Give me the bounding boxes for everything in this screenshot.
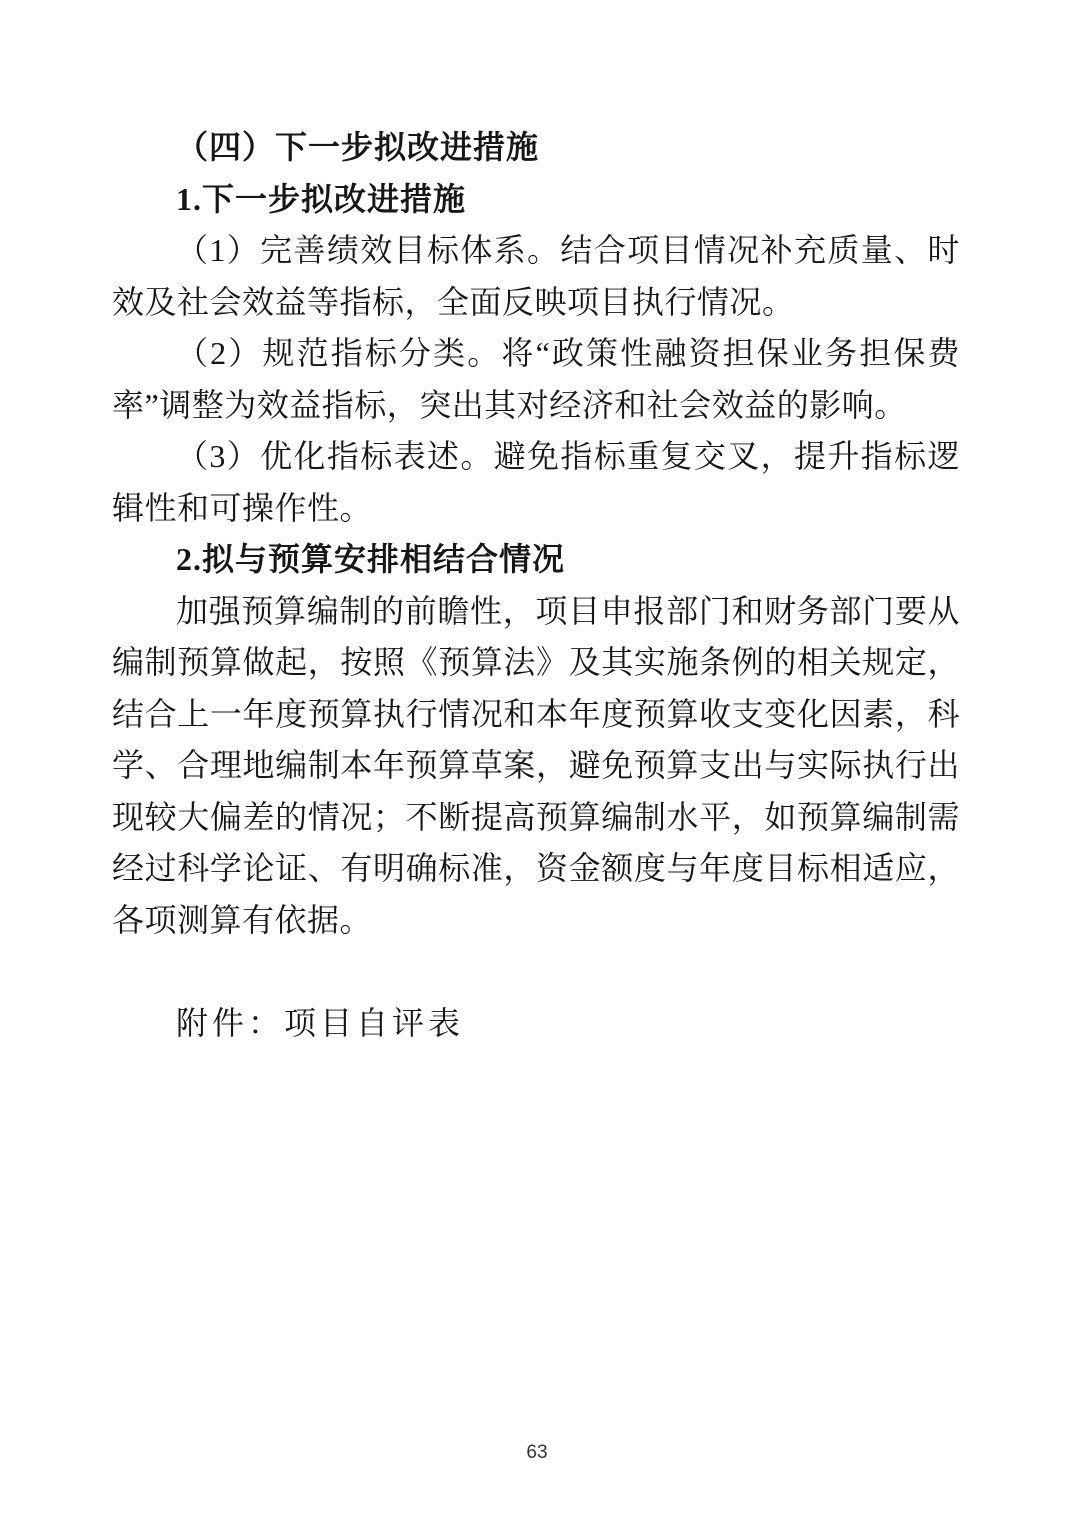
page-number: 63 [526,1442,548,1463]
paragraph-measure-3: （3）优化指标表述。避免指标重复交叉，提升指标逻辑性和可操作性。 [112,438,960,526]
section-heading: （四）下一步拟改进措施 [176,129,540,165]
paragraph-measure-2: （2）规范指标分类。将“政策性融资担保业务担保费率”调整为效益指标，突出其对经济和社会效益的影响。 [112,335,960,423]
subheading-budget-combination: 2.拟与预算安排相结合情况 [176,541,566,577]
paragraph-budget-combination: 加强预算编制的前瞻性，项目申报部门和财务部门要从编制预算做起，按照《预算法》及其实施条例的相关规定，结合上一年度预算执行情况和本年度预算收支变化因素，科学、合理地编制本年预算草案，避免预算支出与实际执行出现较大偏差的情况；不断提高预算编制水平，如预算编制需经过科学论证、有明确标准，资金额度与年度目标相适应，各项测算有依据。 [112,592,960,938]
subheading-next-step-measures: 1.下一步拟改进措施 [176,180,467,217]
attachment-note: 附件：项目自评表 [176,1005,465,1041]
document-body [112,122,960,1050]
paragraph-measure-1: （1）完善绩效目标体系。结合项目情况补充质量、时效及社会效益等指标，全面反映项目执行情况。 [112,232,960,320]
